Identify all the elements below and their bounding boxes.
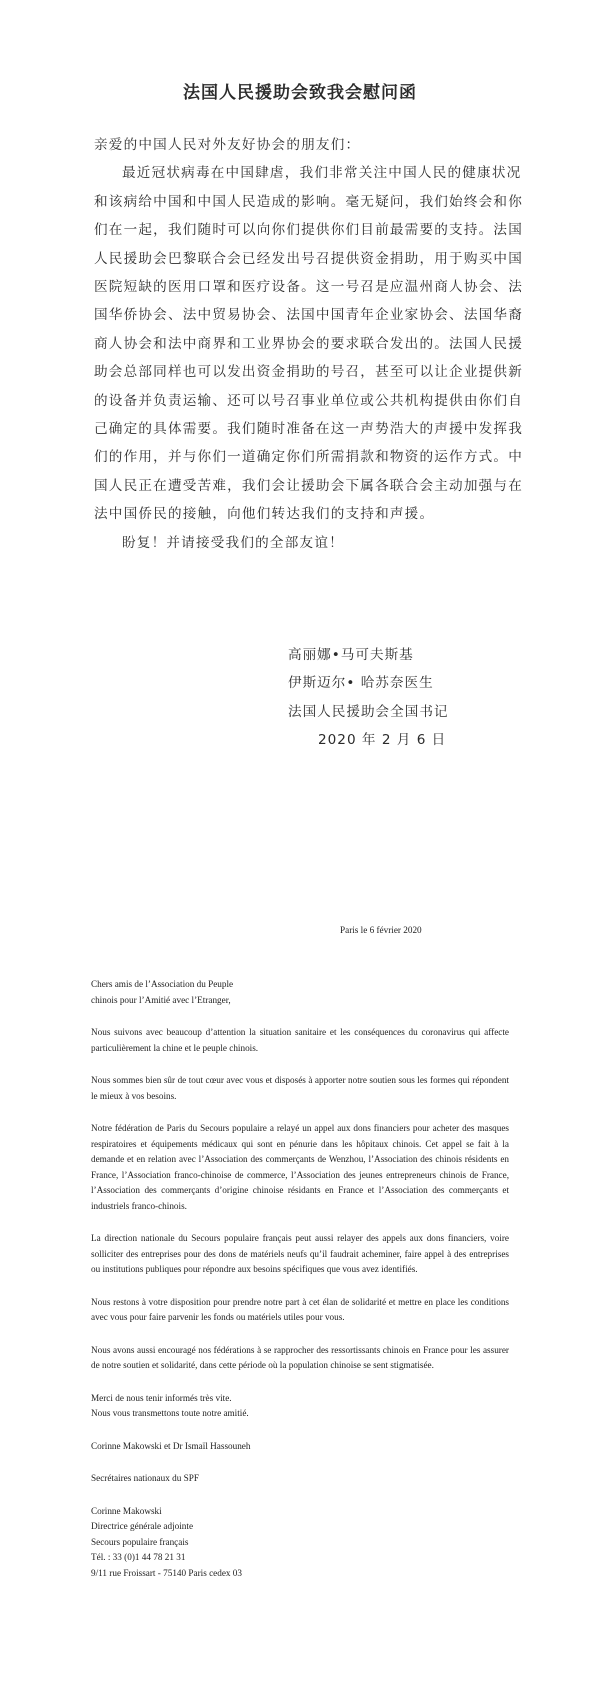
chinese-letter-title: 法国人民援助会致我会慰问函 [183,83,417,103]
french-date: Paris le 6 février 2020 [340,925,422,935]
chinese-letter-body [94,131,524,557]
french-paragraph-6: Nous avons aussi encouragé nos fédérations à se rapprocher des ressortissants chinois en France pour les assurer de notre soutien et solidarité, dans cette période où la population chinoise se sent stigmatisée. [91,1344,509,1370]
chinese-closing: 盼复！并请接受我们的全部友谊！ [122,534,344,551]
french-paragraph-1: Nous suivons avec beaucoup d’attention la situation sanitaire et les conséquences du coronavirus qui affecte particulièrement la chine et le peuple chinois. [91,1027,509,1053]
chinese-signature-block [288,641,449,755]
chinese-salutation: 亲爱的中国人民对外友好协会的朋友们： [94,137,361,153]
french-paragraph-3: Notre fédération de Paris du Secours populaire a relayé un appel aux dons financiers pour acheter des masques respiratoires et équipements médicaux qui sont en pénurie dans les hôpitaux chinois. Cet appel se fait à la demande et en relation avec l’Association des commerçants de Wenzhou, l’Association des chinois résidents en France, l’Association franco-chinoise de commerce, l’Association des jeunes entrepreneurs chinois de France, l’Association des commerçants d’origine chinoise résidants en France et l’Association des commerçants et industriels franco-chinois. [91,1123,509,1211]
chinese-signatory-2: 伊斯迈尔• 哈苏奈医生 [288,675,434,692]
french-closing-line-1: Merci de nous tenir informés très vite. [91,1392,232,1403]
french-signatories: Corinne Makowski et Dr Ismaïl Hassouneh [91,1440,251,1451]
chinese-date: 2020 年 2 月 6 日 [318,732,447,749]
french-paragraph-2: Nous sommes bien sûr de tout cœur avec vous et disposés à apporter notre soutien sous les formes qui répondent le mieux à vos besoins. [91,1075,509,1101]
french-closing-line-2: Nous vous transmettons toute notre amitié. [91,1408,249,1418]
chinese-main-paragraph: 最近冠状病毒在中国肆虐，我们非常关注中国人民的健康状况和该病给中国和中国人民造成的影响。毫无疑问，我们始终会和你们在一起，我们随时可以向你们提供你们目前最需要的支持。法国人民援助会巴黎联合会已经发出号召提供资金捐助，用于购买中国医院短缺的医用口罩和医疗设备。这一号召是应温州商人协会、法国华侨协会、法中贸易协会、法国中国青年企业家协会、法国华裔商人协会和法中商界和工业界协会的要求联合发出的。法国人民援助会总部同样也可以发出资金捐助的号召，甚至可以让企业提供新的设备并负责运输、还可以号召事业单位或公共机构提供由你们自己确定的具体需要。我们随时准备在这一声势浩大的声援中发挥我们的作用，并与你们一道确定你们所需捐款和物资的运作方式。中国人民正在遭受苦难，我们会让援助会下属各联合会主动加强与在法中国侨民的接触，向他们转达我们的支持和声援。 [94,165,524,523]
chinese-signatory-title: 法国人民援助会全国书记 [288,703,449,720]
french-paragraph-4: La direction nationale du Secours populaire français peut aussi relayer des appels aux dons financiers, voire solliciter des entreprises pour des dons de matériels neufs qu’il faudrait acheminer, faire appel à des entreprises ou institutions publiques pour répondre aux besoins spécifiques que vous avez identifiés. [91,1233,509,1274]
french-contact-name: Corinne Makowski [91,1505,162,1516]
french-signatories-title: Secrétaires nationaux du SPF [91,1473,199,1483]
french-contact-address: 9/11 rue Froissart - 75140 Paris cedex 03 [91,1567,242,1578]
french-contact-role: Directrice générale adjointe [91,1521,194,1531]
french-contact-org: Secours populaire français [91,1536,189,1547]
french-paragraph-5: Nous restons à votre disposition pour prendre notre part à cet élan de solidarité et mettre en place les conditions avec vous pour faire parvenir les fonds ou matériels utiles pour vous. [91,1296,509,1322]
french-salutation-line-1: Chers amis de l’Association du Peuple [91,979,234,989]
french-letter-body [91,977,509,1581]
chinese-signatory-1: 高丽娜•马可夫斯基 [288,647,414,663]
french-contact-phone: Tél. : 33 (0)1 44 78 21 31 [91,1552,186,1562]
french-salutation-line-2: chinois pour l’Amitié avec l’Etranger, [91,994,231,1005]
